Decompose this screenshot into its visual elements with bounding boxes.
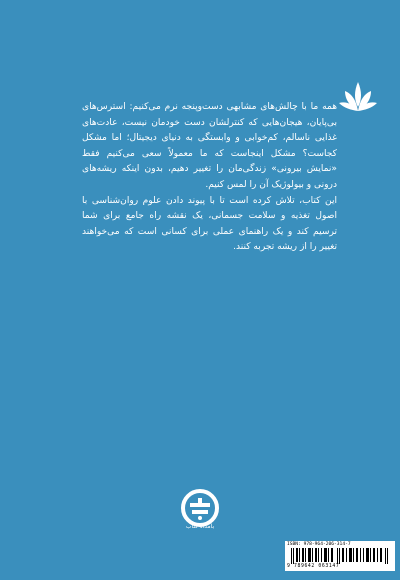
barcode-digits: 9 789642 063147 bbox=[287, 564, 340, 569]
blurb-paragraph-1: همه ما با چالش‌های مشابهی دست‌وپنجه نرم می‌کنیم: استرس‌های بی‌پایان، هیجان‌هایی که کنترلشان دست خودمان نیست، عادت‌های غذایی ناسالم، کم‌خوابی و وابستگی به دنیای دیجیتال؛ اما مشکل کجاست؟ مشکل اینجاست که ما معمولاً سعی می‌کنیم فقط «نمایش بیرونی» زندگی‌مان را تغییر دهیم، بدون اینکه ریشه‌های درونی و بیولوژیک آن را لمس کنیم. bbox=[82, 102, 337, 190]
isbn-barcode bbox=[285, 541, 395, 571]
leaf-emblem-icon bbox=[339, 80, 377, 112]
publisher-logo-icon bbox=[180, 488, 220, 528]
publisher-name: بامداد کتاب bbox=[185, 523, 215, 530]
isbn-label: ISBN: 978-964-206-314-7 bbox=[287, 542, 351, 547]
barcode-bars bbox=[291, 548, 389, 564]
back-cover-blurb bbox=[82, 100, 337, 256]
blurb-paragraph-2: این کتاب، تلاش کرده است تا با پیوند دادن علوم روان‌شناسی با اصول تغذیه و سلامت جسمانی، یک نقشه راه جامع برای شما ترسیم کند و یک راهنمای عملی برای کسانی است که می‌خواهند تغییر را از ریشه تجربه کنند. bbox=[82, 195, 337, 253]
